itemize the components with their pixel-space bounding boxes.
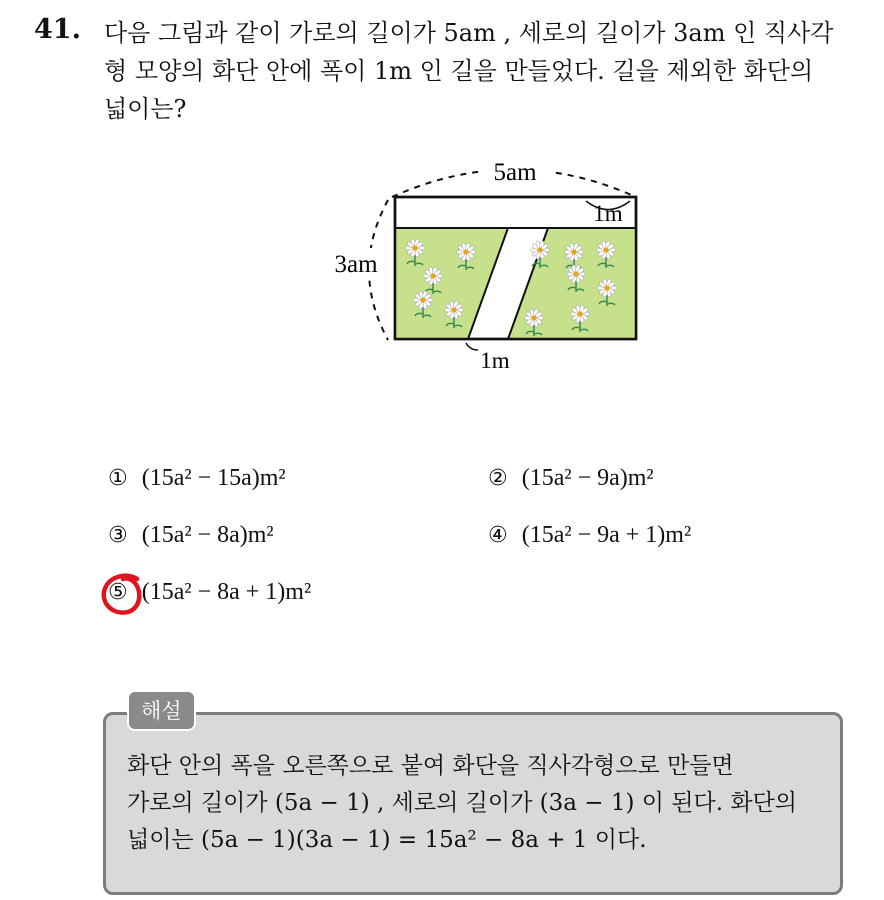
choice-5[interactable] bbox=[108, 579, 311, 606]
choice-3[interactable] bbox=[108, 522, 274, 549]
explanation-text bbox=[127, 748, 832, 859]
question-text bbox=[104, 14, 874, 128]
choice-4-number: ④ bbox=[488, 523, 508, 548]
question-line-2: 형 모양의 화단 안에 폭이 1m 인 길을 만들었다. 길을 제외한 화단의 bbox=[104, 57, 814, 85]
choice-3-number: ③ bbox=[108, 523, 128, 548]
explanation-line-3: 넓이는 (5a − 1)(3a − 1) = 15a² − 8a + 1 이다. bbox=[127, 827, 647, 853]
explanation-tag: 해설 bbox=[127, 690, 196, 731]
choice-3-expression: (15a² − 8a)m² bbox=[141, 522, 274, 548]
width-label: 5am bbox=[493, 159, 537, 186]
choice-2[interactable] bbox=[488, 465, 654, 492]
question-number: 41. bbox=[34, 14, 81, 45]
choice-2-number: ② bbox=[488, 466, 508, 491]
choice-1-number: ① bbox=[108, 466, 128, 491]
choice-2-expression: (15a² − 9a)m² bbox=[521, 465, 654, 491]
height-label: 3am bbox=[334, 251, 378, 278]
bottom-path-label: 1m bbox=[480, 348, 510, 373]
choice-4[interactable] bbox=[488, 522, 691, 549]
choice-5-expression: (15a² − 8a + 1)m² bbox=[141, 579, 312, 605]
garden-figure bbox=[320, 150, 680, 385]
choice-5-number: ⑤ bbox=[108, 580, 128, 605]
choice-4-expression: (15a² − 9a + 1)m² bbox=[521, 522, 692, 548]
question-line-3: 넓이는? bbox=[104, 95, 187, 123]
explanation-line-1: 화단 안의 폭을 오른쪽으로 붙여 화단을 직사각형으로 만들면 bbox=[127, 753, 734, 779]
explanation-line-2: 가로의 길이가 (5a − 1) , 세로의 길이가 (3a − 1) 이 된다. 화단의 bbox=[127, 790, 797, 816]
choice-1-expression: (15a² − 15a)m² bbox=[141, 465, 286, 491]
question-line-1: 다음 그림과 같이 가로의 길이가 5am , 세로의 길이가 3am 인 직사각 bbox=[104, 19, 834, 47]
top-path-label: 1m bbox=[593, 201, 623, 226]
choice-1[interactable] bbox=[108, 465, 286, 492]
